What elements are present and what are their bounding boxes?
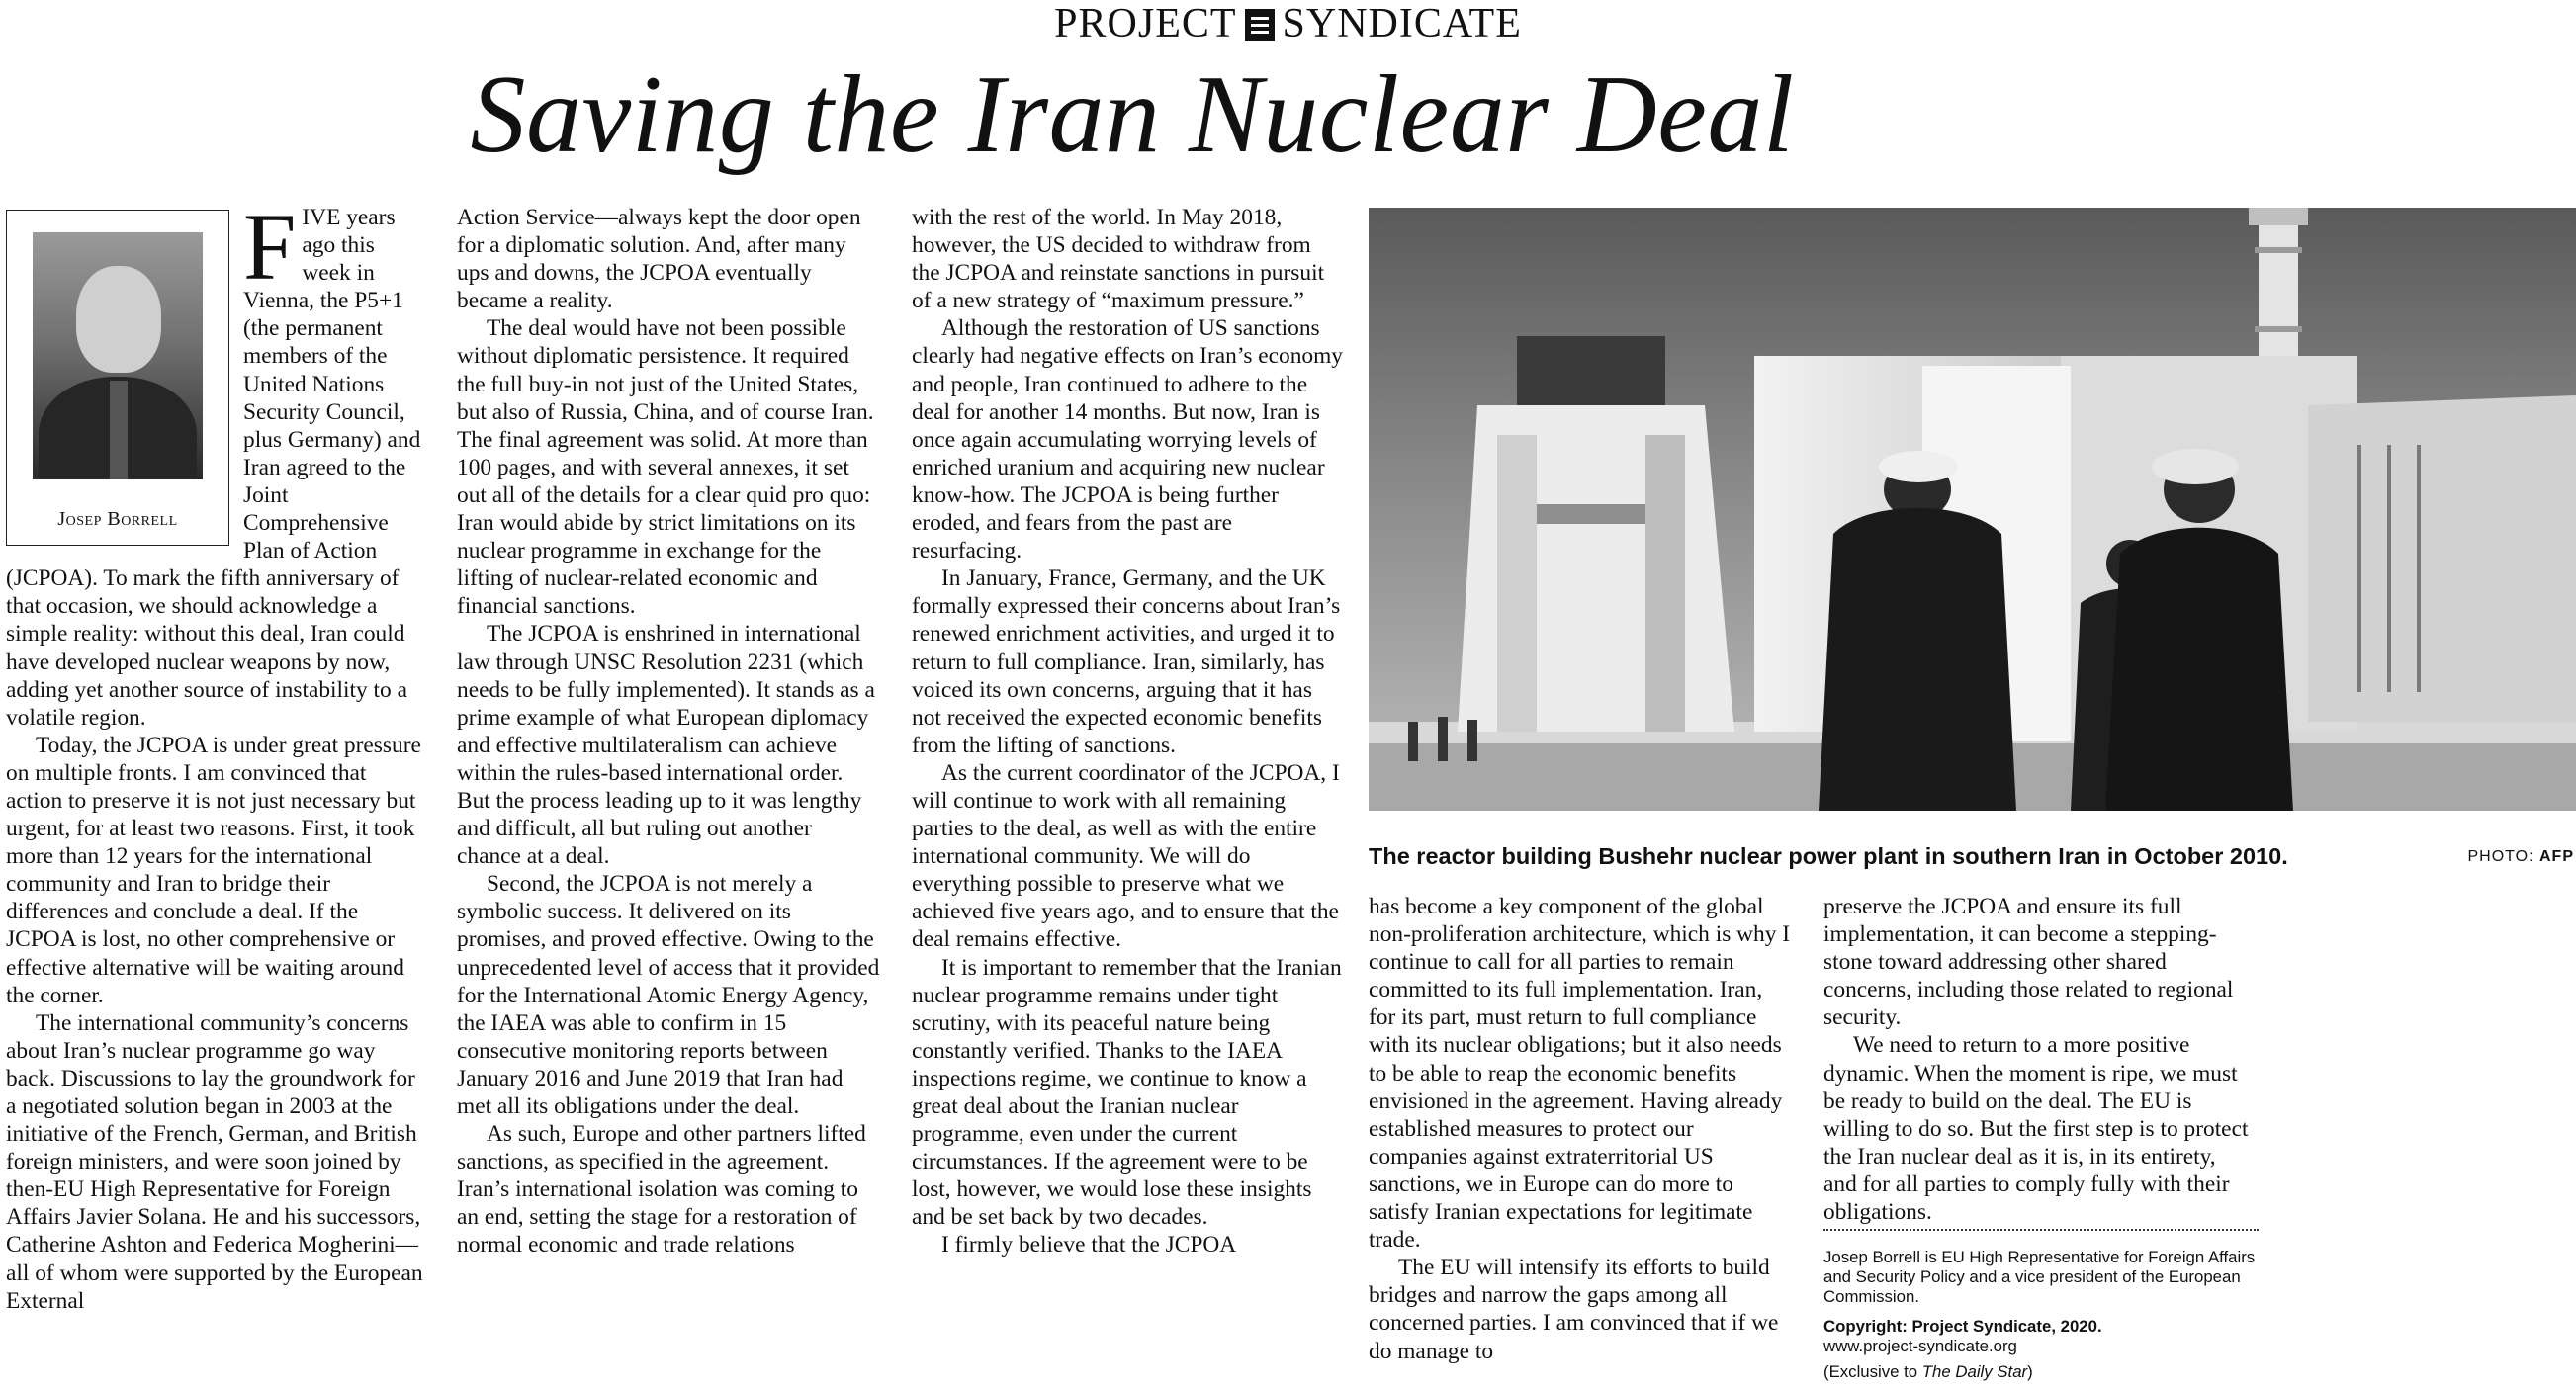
paragraph: We need to return to a more positive dynamic. When the moment is ripe, we must be ready to build on the deal. The EU is willing to do so. But the first step is to protect the Iran nuclear deal as it is, in its entirety, and for all parties to comply fully with their obligations. — [1823, 1032, 2249, 1226]
photo-caption: The reactor building Bushehr nuclear power plant in southern Iran in October 2010. — [1369, 843, 2288, 869]
bio-text: Josep Borrell is EU High Representative for Foreign Affairs and Security Policy and a vice president of the European Commission. — [1823, 1248, 2256, 1306]
website: www.project-syndicate.org — [1823, 1337, 2017, 1355]
masthead — [0, 2, 2576, 45]
author-bio — [1823, 1248, 2259, 1382]
paragraph: with the rest of the world. In May 2018, however, the US decided to withdraw from the JCPOA and reinstate sanctions in pursuit of a new strategy of “maximum pressure.” — [912, 205, 1325, 314]
syndicate-logo-icon — [1245, 9, 1275, 41]
paragraph: In January, France, Germany, and the UK formally expressed their concerns about Iran’s renewed enrichment activities, and urged it to return to full compliance. Iran, similarly, has voiced its own concerns, arguing that it has not received the expected economic benefits from the lifting of sanctions. — [912, 565, 1341, 758]
paragraph: The JCPOA is enshrined in international law through UNSC Resolution 2231 (which needs to be fully implemented). It stands as a prime example of what European diplomacy and effective multilateralism can achieve within the rules-based international order. But the process leading up to it was lengthy and difficult, all but ruling out another chance at a deal. — [457, 621, 875, 870]
article-column-5 — [1823, 893, 2255, 1226]
exclusive-note: (Exclusive to The Daily Star) — [1823, 1362, 2033, 1381]
author-photo — [33, 232, 203, 479]
paragraph: As such, Europe and other partners lifted sanctions, as specified in the agreement. Iran’s international isolation was coming to an end, setting the stage for a restoration of normal economic and trade relations — [457, 1121, 866, 1259]
paragraph: The international community’s concerns about Iran’s nuclear programme go way back. Discussions to lay the groundwork for a negotiated solution began in 2003 at the initiative of the French, German, and British foreign ministers, and were soon joined by then-EU High Representative for Foreign Affairs Javier Solana. He and his successors, Catherine Ashton and Federica Mogherini—all of whom were supported by the European External — [6, 1009, 423, 1314]
bio-divider — [1823, 1229, 2259, 1231]
paragraph: preserve the JCPOA and ensure its full implementation, it can become a stepping-stone toward addressing other shared concerns, including those related to regional security. — [1823, 894, 2234, 1031]
paragraph: Although the restoration of US sanctions clearly had negative effects on Iran’s economy and people, Iran continued to adhere to the deal for another 14 months. But now, Iran is once again accumulating worrying levels of enriched uranium and acquiring new nuclear know-how. The JCPOA is being further eroded, and fears from the past are resurfacing. — [912, 315, 1344, 565]
author-box — [6, 210, 229, 546]
paragraph: It is important to remember that the Iranian nuclear programme remains under tight scrutiny, with its peaceful nature being constantly verified. Thanks to the IAEA inspections regime, we continue to know a great deal about the Iranian nuclear programme, even under the current circumstances. If the agreement were to be lost, however, we would lose these insights and be set back by two decades. — [912, 954, 1342, 1231]
article-column-3 — [912, 204, 1343, 1260]
article-column-1 — [6, 194, 426, 1315]
paragraph: The deal would have not been possible without diplomatic persistence. It required the full buy-in not just of the United States, but also of Russia, China, and of course Iran. The final agreement was solid. At more than 100 pages, and with several annexes, it set out all of the details for a clear quid pro quo: Iran would abide by strict limitations on its nuclear programme in exchange for the lifting of nuclear-related economic and financial sanctions. — [457, 315, 874, 620]
paragraph: has become a key component of the global non-proliferation architecture, which is why I continue to call for all parties to remain committed to its full implementation. Iran, for its part, must return to full compliance with its nuclear obligations; but it also needs to be able to reap the economic benefits envisioned in the agreement. Having already established measures to protect our companies against extraterritorial US sanctions, we in Europe can do more to satisfy Iranian expectations for legitimate trade. — [1369, 894, 1791, 1254]
paragraph: As the current coordinator of the JCPOA, I will continue to work with all remaining parties to the deal, as well as with the entire international community. We will do everything possible to preserve what we achieved five years ago, and to ensure that the deal remains effective. — [912, 759, 1340, 953]
paragraph: I firmly believe that the JCPOA — [941, 1232, 1237, 1259]
paragraph: Today, the JCPOA is under great pressure on multiple fronts. I am convinced that action to preserve it is not just necessary but urgent, for at least two reasons. First, it took more than 12 years for the international community and Iran to bridge their differences and conclude a deal. If the JCPOA is lost, no other comprehensive or effective alternative will be waiting around the corner. — [6, 732, 421, 1008]
photo-credit: PHOTO: AFP — [2467, 848, 2574, 865]
headline: Saving the Iran Nuclear Deal — [470, 53, 1795, 176]
paragraph: Action Service—always kept the door open for a diplomatic solution. And, after many ups and downs, the JCPOA eventually became a reality. — [457, 205, 861, 314]
masthead-syndicate: SYNDICATE — [1282, 1, 1522, 46]
article-column-2 — [457, 204, 880, 1260]
drop-cap: F — [243, 194, 297, 300]
paragraph: The EU will intensify its efforts to build bridges and narrow the gaps among all concerned parties. I am convinced that if we do manage to — [1369, 1255, 1779, 1364]
masthead-project: PROJECT — [1054, 1, 1237, 46]
author-name: Josep Borrell — [57, 508, 178, 530]
copyright: Copyright: Project Syndicate, 2020. — [1823, 1317, 2102, 1336]
reactor-photo — [1369, 208, 2576, 811]
lead-paragraph: FIVE years ago this week in Vienna, the P5+1 (the permanent members of the United Nations Security Council, plus Germany) and Iran agreed to the Joint Comprehensive Plan of Action (JCPOA). To mark the fifth anniversary of that occasion, we should acknowledge a simple reality: without this deal, Iran could have developed nuclear weapons by now, adding yet another source of instability to a volatile region. — [6, 194, 421, 731]
article-column-4 — [1369, 893, 1794, 1365]
paragraph: Second, the JCPOA is not merely a symbolic success. It delivered on its promises, and proved effective. Owing to the unprecedented level of access that it provided for the International Atomic Energy Agency, the IAEA was able to confirm in 15 consecutive monitoring reports between January 2016 and June 2019 that Iran had met all its obligations under the deal. — [457, 871, 880, 1119]
